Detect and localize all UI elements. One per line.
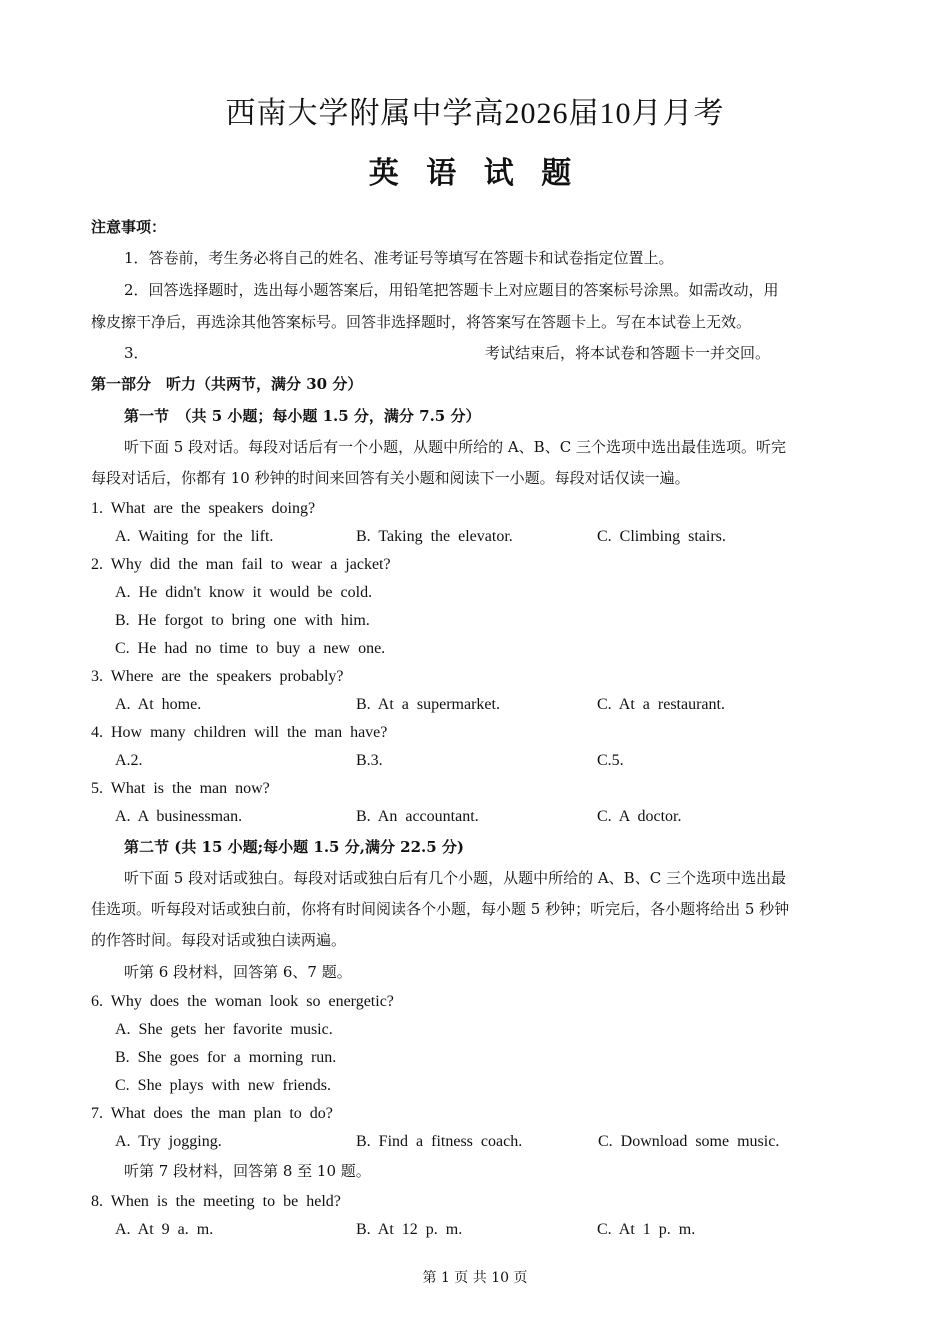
question-8-stem: 8. When is the meeting to be held? [91,1193,341,1210]
question-1-option-a: A. Waiting for the lift. [115,528,274,545]
notice-item-3-text: 考试结束后，将本试卷和答题卡一并交回。 [485,344,771,362]
question-7-option-a: A. Try jogging. [115,1133,222,1150]
part1-heading: 第一部分 听力（共两节，满分 30 分） [91,375,363,393]
question-8-option-c: C. At 1 p. m. [597,1221,696,1238]
question-7-option-b: B. Find a fitness coach. [356,1133,523,1150]
material-6-note: 听第 6 段材料，回答第 6、7 题。 [124,963,352,981]
question-3-option-c: C. At a restaurant. [597,696,725,713]
question-5-option-c: C. A doctor. [597,808,682,825]
question-2-option-c: C. He had no time to buy a new one. [115,640,386,657]
question-5-option-a: A. A businessman. [115,808,243,825]
notice-item-2-line2: 橡皮擦干净后，再选涂其他答案标号。回答非选择题时，将答案写在答题卡上。写在本试卷上无效。 [91,313,752,331]
question-1-option-b: B. Taking the elevator. [356,528,513,545]
exam-subject: 英 语 试 题 [368,157,582,190]
question-4-option-a: A.2. [115,752,143,769]
question-3-option-b: B. At a supermarket. [356,696,500,713]
question-2-option-a: A. He didn't know it would be cold. [115,584,373,601]
question-7-stem: 7. What does the man plan to do? [91,1105,333,1122]
question-4-option-c: C.5. [597,752,624,769]
notice-item-3-number: 3． [124,344,149,362]
question-2-stem: 2. Why did the man fail to wear a jacket? [91,556,391,573]
question-6-stem: 6. Why does the woman look so energetic? [91,993,394,1010]
question-4-option-b: B.3. [356,752,383,769]
question-6-option-b: B. She goes for a morning run. [115,1049,337,1066]
question-6-option-a: A. She gets her favorite music. [115,1021,333,1038]
question-1-stem: 1. What are the speakers doing? [91,500,316,517]
question-2-option-b: B. He forgot to bring one with him. [115,612,370,629]
section2-instruction-line2: 佳选项。听每段对话或独白前，你将有时间阅读各个小题，每小题 5 秒钟；听完后，各小题将给出 5 秒钟 [91,900,790,918]
question-6-option-c: C. She plays with new friends. [115,1077,331,1094]
section1-instruction-line1: 听下面 5 段对话。每段对话后有一个小题，从题中所给的 A、B、C 三个选项中选出最佳选项。听完 [124,438,786,456]
question-3-stem: 3. Where are the speakers probably? [91,668,344,685]
notice-heading: 注意事项： [91,218,167,236]
section1-instruction-line2: 每段对话后，你都有 10 秒钟的时间来回答有关小题和阅读下一小题。每段对话仅读一遍。 [91,469,690,487]
section2-instruction-line3: 的作答时间。每段对话或独白读两遍。 [91,931,347,949]
question-1-option-c: C. Climbing stairs. [597,528,726,545]
page-number: 第 1 页 共 10 页 [422,1270,528,1286]
material-7-note: 听第 7 段材料，回答第 8 至 10 题。 [124,1162,371,1180]
section1-heading: 第一节 （共 5 小题；每小题 1.5 分，满分 7.5 分） [124,407,481,425]
question-4-stem: 4. How many children will the man have? [91,724,388,741]
question-8-option-a: A. At 9 a. m. [115,1221,214,1238]
section2-heading: 第二节 (共 15 小题;每小题 1.5 分,满分 22.5 分) [124,838,465,856]
question-8-option-b: B. At 12 p. m. [356,1221,463,1238]
question-7-option-c: C. Download some music. [598,1133,780,1150]
exam-title: 西南大学附属中学高2026届10月月考 [225,97,725,130]
question-5-stem: 5. What is the man now? [91,780,270,797]
notice-item-1: 1．答卷前，考生务必将自己的姓名、准考证号等填写在答题卡和试卷指定位置上。 [124,249,674,267]
notice-item-2-line1: 2．回答选择题时，选出每小题答案后，用铅笔把答题卡上对应题目的答案标号涂黑。如需改动，用 [124,281,779,299]
question-3-option-a: A. At home. [115,696,202,713]
section2-instruction-line1: 听下面 5 段对话或独白。每段对话或独白后有几个小题，从题中所给的 A、B、C 三个选项中选出最 [124,869,786,887]
question-5-option-b: B. An accountant. [356,808,479,825]
